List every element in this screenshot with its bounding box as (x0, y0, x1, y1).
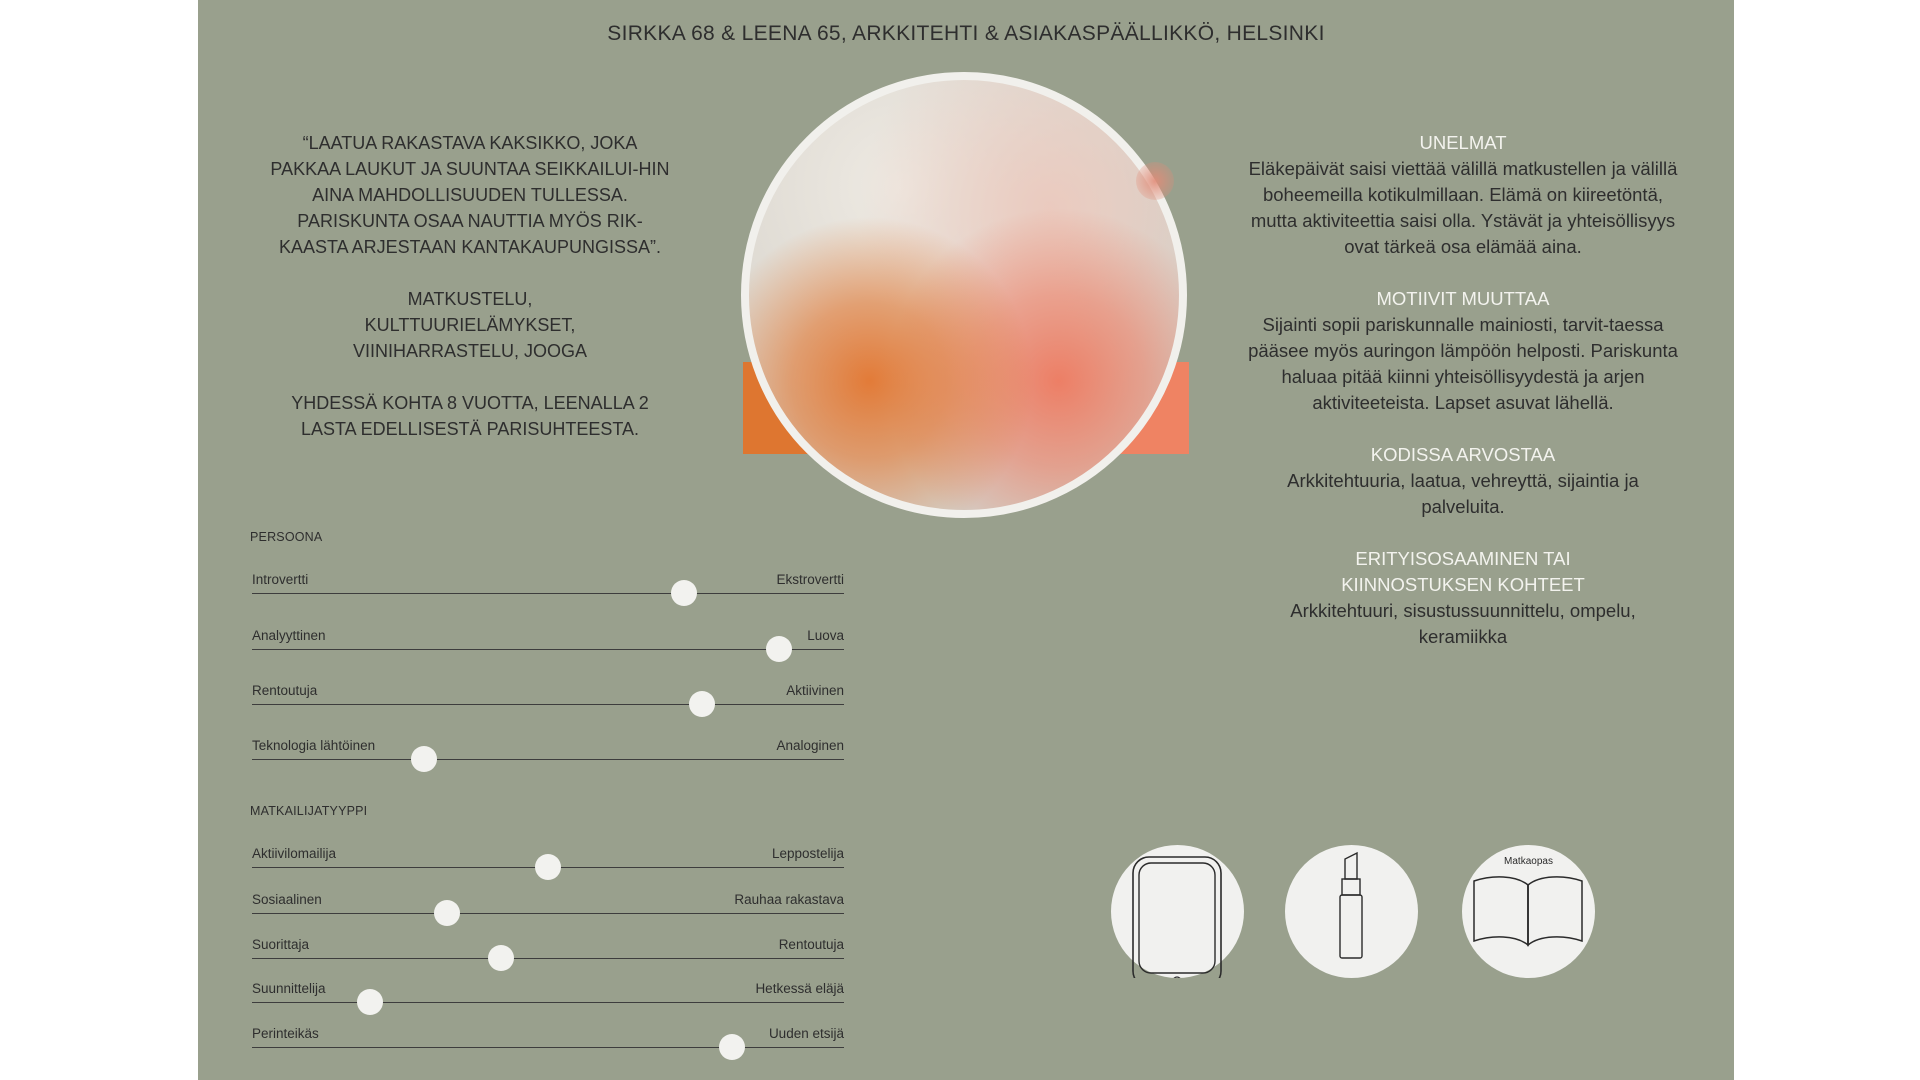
persona-family: YHDESSÄ KOHTA 8 VUOTTA, LEENALLA 2 LASTA EDELLISESTÄ PARISUHTEESTA. (291, 393, 649, 439)
blurred-portrait-circle (741, 72, 1187, 518)
persona-hobbies: MATKUSTELU, KULTTUURIELÄMYKSET, VIINIHARRASTELU, JOOGA (352, 289, 588, 361)
section-body: Arkkitehtuuria, laatua, vehreyttä, sijaintia ja palveluita. (1287, 470, 1639, 517)
slider-handle[interactable] (357, 989, 383, 1015)
section-title: MOTIIVIT MUUTTAA (1376, 288, 1550, 309)
section-title: KODISSA ARVOSTAA (1370, 444, 1556, 465)
travel-slider[interactable] (252, 1026, 844, 1056)
lipstick-icon (1285, 845, 1418, 978)
slider-track (252, 958, 844, 959)
slider-track (252, 649, 844, 650)
travel-slider[interactable] (252, 892, 844, 922)
section-title: ERITYISOSAAMINEN TAI KIINNOSTUKSEN KOHTEET (1341, 548, 1585, 595)
persona-details (1238, 130, 1688, 676)
slider-track (252, 913, 844, 914)
guidebook-icon (1462, 845, 1595, 978)
slider-left-label: Introvertti (252, 572, 309, 587)
slider-right-label: Luova (807, 628, 844, 643)
slider-handle[interactable] (535, 854, 561, 880)
section-body: Eläkepäivät saisi viettää välillä matkustellen ja välillä boheemeilla kotikulmillaan. Elämä on kiireetöntä, mutta aktiviteettia saisi olla. Ystävät ja yhteisöllisyys ovat tärkeä osa elämää aina. (1248, 158, 1678, 257)
lipstick-icon-badge (1285, 845, 1418, 978)
page-title: SIRKKA 68 & LEENA 65, ARKKITEHTI & ASIAKASPÄÄLLIKKÖ, HELSINKI (607, 22, 1325, 45)
slider-right-label: Ekstrovertti (776, 572, 844, 587)
slider-right-label: Analoginen (776, 738, 844, 753)
section-body: Arkkitehtuuri, sisustussuunnittelu, ompelu, keramiikka (1290, 600, 1636, 647)
color-blob (1136, 162, 1174, 200)
persona-slider[interactable] (252, 572, 844, 602)
persona-card (198, 0, 1734, 1080)
slider-right-label: Aktiivinen (786, 683, 844, 698)
slider-track (252, 1047, 844, 1048)
persona-slider[interactable] (252, 738, 844, 768)
slider-handle[interactable] (488, 945, 514, 971)
slider-left-label: Sosiaalinen (252, 892, 322, 907)
travel-slider[interactable] (252, 981, 844, 1011)
section-home-values (1238, 442, 1688, 520)
slider-right-label: Hetkessä eläjä (755, 981, 844, 996)
slider-left-label: Analyyttinen (252, 628, 326, 643)
slider-left-label: Aktiivilomailija (252, 846, 337, 861)
slider-handle[interactable] (434, 900, 460, 926)
slider-left-label: Rentoutuja (252, 683, 318, 698)
slider-right-label: Rauhaa rakastava (734, 892, 844, 907)
slider-right-label: Leppostelija (771, 846, 844, 861)
slider-handle[interactable] (671, 580, 697, 606)
section-dreams (1238, 130, 1688, 260)
section-body: Sijainti sopii pariskunnalle mainiosti, tarvit-taessa pääsee myös auringon lämpöön helposti. Pariskunta haluaa pitää kiinni yhteisöllisyydestä ja arjen aktiviteeteista. Lapset asuvat lähellä. (1248, 314, 1678, 413)
persona-photo (741, 72, 1189, 520)
section-interests (1238, 546, 1688, 650)
guidebook-label: Matkaopas (1504, 856, 1553, 867)
persona-slider[interactable] (252, 683, 844, 713)
persona-slider[interactable] (252, 628, 844, 658)
slider-handle[interactable] (411, 746, 437, 772)
travel-section-label: MATKAILIJATYYPPI (250, 804, 368, 818)
slider-handle[interactable] (719, 1034, 745, 1060)
slider-track (252, 759, 844, 760)
slider-handle[interactable] (689, 691, 715, 717)
slider-right-label: Uuden etsijä (768, 1026, 844, 1041)
tablet-icon (1111, 845, 1244, 978)
slider-track (252, 704, 844, 705)
tablet-icon-badge (1111, 845, 1244, 978)
persona-section-label: PERSOONA (250, 530, 323, 544)
slider-left-label: Teknologia lähtöinen (252, 738, 376, 753)
travel-slider[interactable] (252, 937, 844, 967)
section-title: UNELMAT (1419, 132, 1507, 153)
slider-track (252, 1002, 844, 1003)
section-motives (1238, 286, 1688, 416)
slider-track (252, 593, 844, 594)
persona-quote: “LAATUA RAKASTAVA KAKSIKKO, JOKA PAKKAA LAUKUT JA SUUNTAA SEIKKAILUI-HIN AINA MAHDOLLISUUDEN TULLESSA. PARISKUNTA OSAA NAUTTIA MYÖS RIK-KAASTA ARJESTAAN KANTAKAUPUNGISSA”. (270, 133, 670, 257)
slider-handle[interactable] (766, 636, 792, 662)
travel-slider[interactable] (252, 846, 844, 876)
guidebook-icon-badge (1462, 845, 1595, 978)
slider-left-label: Suorittaja (252, 937, 310, 952)
slider-left-label: Suunnittelija (252, 981, 326, 996)
slider-right-label: Rentoutuja (778, 937, 844, 952)
persona-description (260, 130, 680, 468)
slider-left-label: Perinteikäs (252, 1026, 319, 1041)
